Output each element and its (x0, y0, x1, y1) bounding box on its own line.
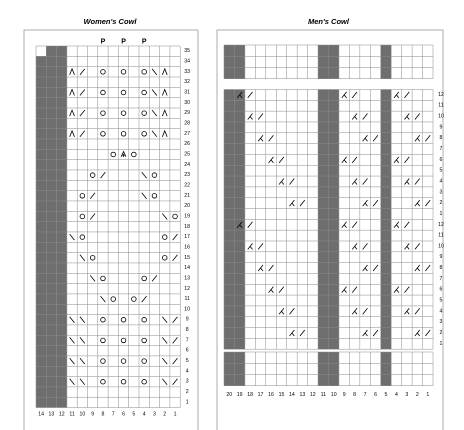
row-number: 12 (438, 91, 444, 98)
stitch-symbol (342, 287, 347, 293)
row-number: 1 (439, 340, 443, 347)
stitch-symbol (404, 308, 409, 314)
stitch-symbol (404, 243, 409, 249)
stitch-number: 16 (268, 391, 274, 398)
row-number: 13 (184, 275, 191, 282)
stitch-symbol (425, 135, 430, 141)
mens-main-block (224, 90, 444, 350)
stitch-symbol (269, 135, 274, 141)
stitch-symbol (290, 330, 295, 336)
stitch-symbol (415, 135, 420, 141)
row-number: 10 (438, 243, 444, 250)
row-number: 15 (184, 254, 191, 261)
stitch-symbol (269, 157, 274, 163)
stitch-symbol (352, 157, 357, 163)
stitch-symbol (363, 308, 368, 314)
stitch-symbol (90, 173, 95, 178)
row-number: 10 (184, 306, 191, 313)
stitch-symbol (415, 114, 420, 120)
stitch-symbol (162, 337, 167, 343)
row-number: 4 (439, 308, 443, 315)
stitch-symbol (162, 69, 167, 75)
mens-cowl-chart (217, 30, 444, 430)
stitch-number: 12 (58, 411, 65, 418)
stitch-symbol (342, 92, 347, 98)
stitch-symbol (404, 92, 409, 98)
purl-marker: P (100, 38, 106, 46)
stitch-symbol (162, 317, 167, 323)
stitch-symbol (80, 110, 85, 116)
row-number: 16 (184, 244, 191, 251)
row-number: 19 (184, 213, 191, 220)
shaded-column (57, 46, 67, 408)
womens-cowl-chart (24, 30, 198, 430)
stitch-symbol (415, 200, 420, 206)
stitch-symbol (111, 152, 116, 157)
row-number: 14 (184, 265, 191, 272)
stitch-number: 12 (309, 391, 316, 398)
stitch-symbol (342, 157, 347, 163)
stitch-number: 10 (79, 411, 86, 418)
row-number: 30 (184, 99, 191, 106)
stitch-number: 20 (226, 391, 233, 398)
row-number: 33 (184, 68, 191, 75)
stitch-symbol (80, 89, 85, 95)
stitch-symbol (279, 178, 284, 184)
stitch-symbol (152, 69, 157, 75)
stitch-number: 1 (426, 391, 430, 398)
stitch-symbol (101, 317, 106, 322)
row-number: 20 (184, 203, 191, 210)
stitch-symbol (258, 265, 263, 271)
stitch-symbol (404, 287, 409, 293)
stitch-symbol (173, 234, 178, 240)
stitch-symbol (70, 234, 75, 240)
stitch-symbol (101, 359, 106, 364)
stitch-symbol (142, 90, 147, 95)
row-number: 21 (184, 192, 191, 199)
stitch-symbol (152, 131, 157, 137)
stitch-symbol (142, 276, 147, 281)
stitch-symbol (173, 214, 178, 219)
stitch-symbol (352, 243, 357, 249)
stitch-symbol (162, 89, 167, 95)
stitch-symbol (248, 114, 253, 120)
row-number: 31 (184, 89, 191, 96)
row-number: 6 (185, 347, 189, 354)
stitch-symbol (101, 276, 106, 281)
stitch-symbol (121, 70, 126, 75)
stitch-symbol (269, 287, 274, 293)
stitch-number: 2 (415, 391, 419, 398)
row-number: 26 (184, 141, 191, 148)
stitch-symbol (173, 379, 178, 385)
stitch-number: 2 (163, 411, 167, 418)
stitch-symbol (80, 235, 85, 240)
stitch-symbol (173, 317, 178, 323)
stitch-symbol (152, 275, 157, 281)
mens-bottom-block (224, 352, 433, 386)
stitch-number: 4 (142, 411, 146, 418)
stitch-symbol (404, 178, 409, 184)
stitch-number: 8 (101, 411, 105, 418)
stitch-number: 11 (69, 411, 75, 418)
row-number: 4 (439, 178, 443, 185)
row-number: 3 (439, 189, 443, 196)
row-number: 28 (184, 120, 191, 127)
stitch-symbol (248, 243, 253, 249)
row-number: 6 (439, 286, 443, 293)
row-number: 22 (184, 182, 191, 189)
row-number: 7 (439, 275, 443, 282)
stitch-symbol (162, 235, 167, 240)
stitch-symbol (279, 157, 284, 163)
stitch-symbol (80, 379, 85, 385)
stitch-number: 7 (111, 411, 115, 418)
stitch-symbol (111, 297, 116, 302)
stitch-symbol (70, 358, 75, 364)
stitch-symbol (90, 193, 95, 199)
stitch-symbol (425, 330, 430, 336)
row-number: 2 (185, 389, 189, 396)
stitch-symbol (363, 135, 368, 141)
stitch-symbol (404, 222, 409, 228)
row-number: 8 (439, 265, 443, 272)
stitch-symbol (121, 338, 126, 343)
stitch-symbol (121, 132, 126, 137)
stitch-number: 18 (247, 391, 254, 398)
row-number: 3 (439, 319, 443, 326)
stitch-symbol (352, 308, 357, 314)
stitch-symbol (90, 255, 95, 260)
stitch-number: 6 (374, 391, 377, 398)
stitch-symbol (101, 172, 106, 178)
stitch-number: 5 (132, 411, 136, 418)
stitch-symbol (173, 337, 178, 343)
stitch-symbol (70, 69, 75, 75)
row-number: 7 (185, 337, 189, 344)
stitch-symbol (142, 317, 147, 322)
row-number: 9 (439, 124, 443, 131)
stitch-symbol (279, 287, 284, 293)
stitch-symbol (121, 317, 126, 322)
stitch-symbol (258, 243, 263, 249)
row-number: 12 (438, 221, 444, 228)
stitch-number: 11 (320, 391, 326, 398)
shaded-column (381, 45, 391, 79)
stitch-symbol (90, 275, 95, 281)
mens-top-block (224, 45, 433, 79)
row-number: 8 (439, 135, 443, 142)
row-number: 1 (185, 399, 189, 406)
stitch-symbol (121, 111, 126, 116)
shaded-column (381, 352, 391, 386)
stitch-symbol (80, 214, 85, 219)
stitch-symbol (352, 92, 357, 98)
shaded-column (46, 46, 56, 408)
row-number: 5 (439, 297, 443, 304)
row-number: 3 (185, 378, 189, 385)
stitch-number: 13 (48, 411, 55, 418)
shaded-column (318, 352, 328, 386)
row-number: 10 (438, 113, 444, 120)
stitch-symbol (394, 287, 399, 293)
stitch-symbol (363, 200, 368, 206)
shaded-column (318, 45, 328, 79)
stitch-symbol (162, 358, 167, 364)
row-number: 11 (438, 232, 444, 239)
stitch-number: 10 (330, 391, 337, 398)
stitch-symbol (152, 89, 157, 95)
shaded-column (224, 352, 234, 386)
stitch-symbol (290, 178, 295, 184)
row-number: 18 (184, 223, 191, 230)
stitch-number: 4 (394, 391, 398, 398)
stitch-symbol (70, 131, 75, 137)
row-number: 11 (184, 296, 190, 303)
stitch-symbol (101, 90, 106, 95)
stitch-symbol (248, 92, 253, 98)
stitch-number: 5 (384, 391, 388, 398)
stitch-symbol (373, 330, 378, 336)
row-number: 29 (184, 110, 191, 117)
stitch-symbol (162, 379, 167, 385)
stitch-symbol (352, 287, 357, 293)
stitch-number: 7 (363, 391, 367, 398)
purl-marker: P (121, 38, 126, 46)
stitch-symbol (425, 265, 430, 271)
stitch-symbol (300, 200, 305, 206)
row-number: 11 (438, 102, 444, 109)
stitch-symbol (101, 296, 106, 302)
row-number: 5 (185, 358, 189, 365)
stitch-number: 14 (38, 411, 45, 418)
stitch-number: 15 (278, 391, 285, 398)
stitch-symbol (415, 308, 420, 314)
stitch-symbol (363, 178, 368, 184)
stitch-symbol (80, 317, 85, 323)
stitch-symbol (363, 114, 368, 120)
stitch-symbol (132, 297, 137, 302)
stitch-number: 3 (405, 391, 409, 398)
womens-cowl-title: Women's Cowl (83, 17, 137, 26)
mens-cowl-title: Men's Cowl (308, 17, 349, 26)
stitch-symbol (404, 157, 409, 163)
purl-marker: P (141, 38, 147, 46)
stitch-symbol (142, 379, 147, 384)
stitch-symbol (80, 255, 85, 261)
row-number: 1 (439, 210, 443, 217)
stitch-symbol (142, 296, 147, 302)
row-number: 25 (184, 151, 191, 158)
stitch-symbol (70, 379, 75, 385)
stitch-number: 6 (122, 411, 125, 418)
stitch-symbol (121, 379, 126, 384)
row-number: 24 (184, 161, 191, 168)
stitch-symbol (373, 265, 378, 271)
stitch-symbol (152, 173, 157, 178)
stitch-symbol (394, 92, 399, 98)
shaded-column (329, 45, 339, 79)
stitch-symbol (258, 135, 263, 141)
stitch-number: 8 (353, 391, 357, 398)
stitch-symbol (173, 255, 178, 261)
stitch-symbol (101, 132, 106, 137)
stitch-symbol (394, 222, 399, 228)
row-number: 12 (184, 285, 191, 292)
shaded-column (234, 352, 244, 386)
shaded-column (224, 45, 234, 79)
stitch-symbol (70, 337, 75, 343)
row-number: 32 (184, 79, 191, 86)
stitch-symbol (342, 222, 347, 228)
stitch-symbol (300, 330, 305, 336)
stitch-number: 9 (342, 391, 346, 398)
stitch-symbol (258, 114, 263, 120)
stitch-symbol (80, 131, 85, 137)
stitch-symbol (290, 308, 295, 314)
row-number: 9 (185, 316, 189, 323)
row-number: 8 (185, 327, 189, 334)
stitch-symbol (162, 131, 167, 137)
stitch-symbol (152, 193, 157, 198)
stitch-symbol (142, 70, 147, 75)
stitch-symbol (80, 337, 85, 343)
stitch-symbol (70, 317, 75, 323)
stitch-symbol (425, 200, 430, 206)
stitch-symbol (132, 152, 137, 157)
row-number: 34 (184, 58, 191, 65)
row-number: 7 (439, 146, 443, 153)
stitch-symbol (101, 338, 106, 343)
stitch-symbol (162, 213, 167, 219)
row-number: 9 (439, 254, 443, 261)
stitch-symbol (162, 255, 167, 260)
row-number: 4 (185, 368, 189, 375)
stitch-symbol (101, 70, 106, 75)
stitch-symbol (142, 111, 147, 116)
stitch-number: 3 (153, 411, 156, 418)
stitch-symbol (352, 114, 357, 120)
stitch-symbol (162, 110, 167, 116)
stitch-symbol (352, 178, 357, 184)
stitch-symbol (101, 379, 106, 384)
stitch-symbol (279, 308, 284, 314)
row-number: 5 (439, 167, 443, 174)
stitch-symbol (152, 110, 157, 116)
stitch-symbol (142, 132, 147, 137)
stitch-number: 14 (289, 391, 295, 398)
stitch-symbol (363, 265, 368, 271)
stitch-symbol (70, 89, 75, 95)
stitch-symbol (142, 359, 147, 364)
stitch-symbol (80, 193, 85, 198)
stitch-number: 17 (257, 391, 264, 398)
stitch-symbol (101, 111, 106, 116)
stitch-symbol (415, 178, 420, 184)
row-number: 2 (439, 329, 443, 336)
stitch-symbol (415, 330, 420, 336)
stitch-number: 9 (91, 411, 95, 418)
shaded-column (234, 45, 244, 79)
row-number: 23 (184, 172, 191, 179)
row-number: 17 (184, 234, 191, 241)
stitch-symbol (394, 157, 399, 163)
stitch-symbol (415, 243, 420, 249)
stitch-symbol (363, 243, 368, 249)
stitch-symbol (142, 338, 147, 343)
shaded-column (329, 352, 339, 386)
stitch-symbol (173, 358, 178, 364)
stitch-symbol (80, 69, 85, 75)
stitch-symbol (363, 330, 368, 336)
stitch-symbol (80, 358, 85, 364)
stitch-symbol (404, 114, 409, 120)
stitch-symbol (290, 200, 295, 206)
stitch-symbol (70, 110, 75, 116)
stitch-symbol (142, 193, 147, 199)
stitch-symbol (142, 172, 147, 178)
row-number: 35 (184, 48, 191, 55)
stitch-number: 19 (236, 391, 243, 398)
stitch-symbol (373, 200, 378, 206)
stitch-symbol (121, 90, 126, 95)
row-number: 27 (184, 130, 191, 137)
stitch-number: 1 (173, 411, 177, 418)
stitch-symbol (415, 265, 420, 271)
stitch-symbol (248, 222, 253, 228)
row-number: 6 (439, 156, 443, 163)
stitch-symbol (121, 359, 126, 364)
stitch-number: 13 (299, 391, 306, 398)
row-number: 2 (439, 200, 443, 207)
stitch-symbol (90, 213, 95, 219)
stitch-symbol (373, 135, 378, 141)
stitch-symbol (352, 222, 357, 228)
stitch-symbol (269, 265, 274, 271)
